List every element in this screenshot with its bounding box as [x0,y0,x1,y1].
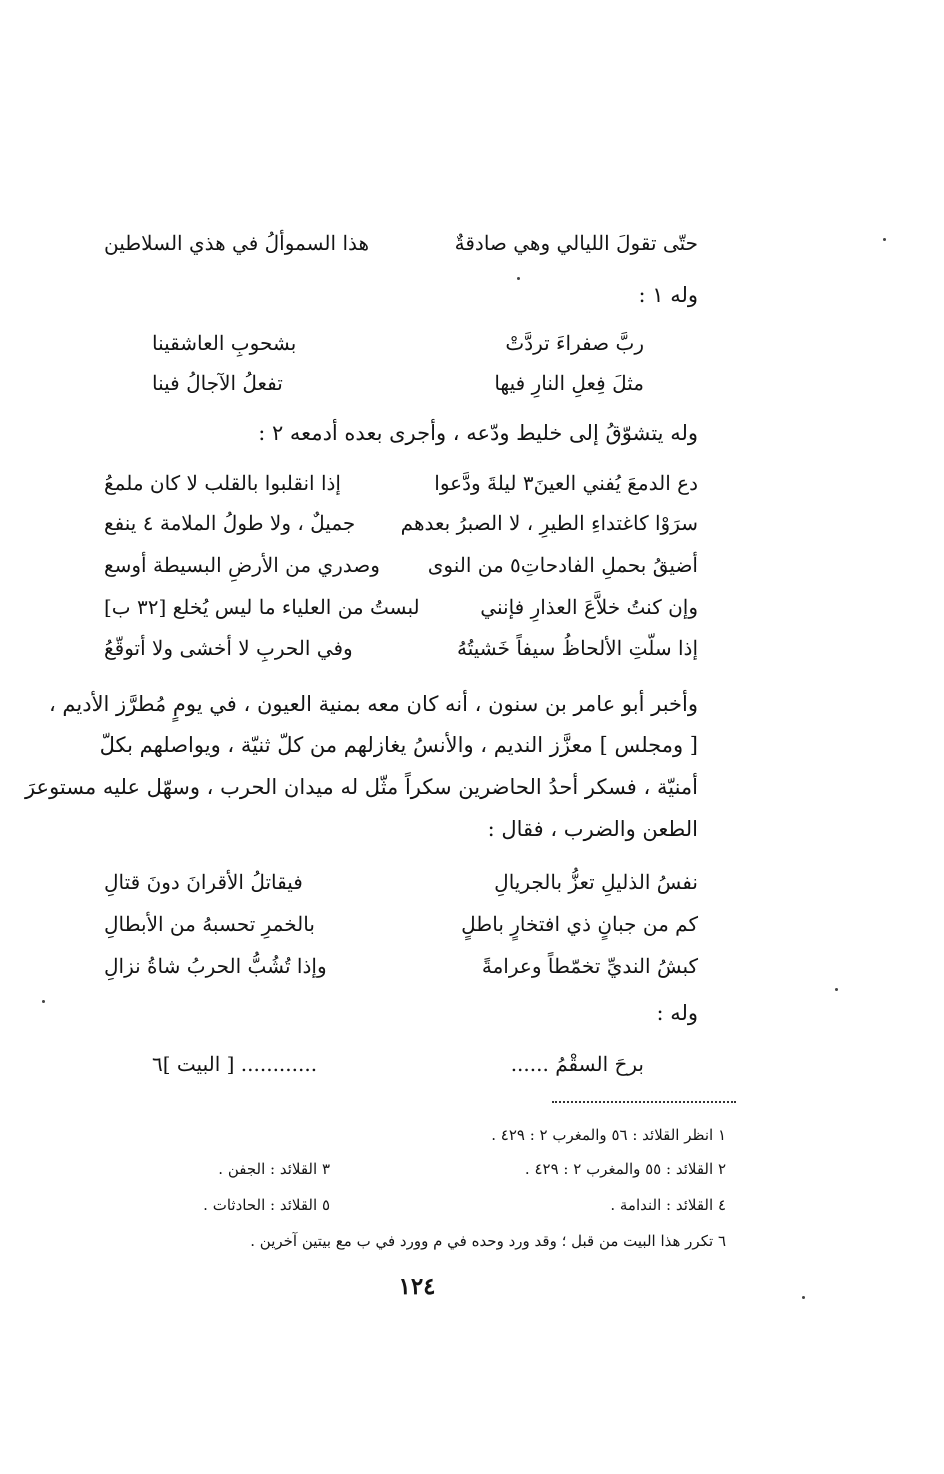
footnote-3: ٣ القلائد : الجفن . [218,1160,330,1178]
poem-3-line-2-left: بالخمرِ تحسبهُ من الأبطالِ [104,912,315,936]
paragraph-line-2: [ ومجلس ] معزَّز النديم ، والأنسُ يغازلهم من كلّ ثنيّة ، ويواصلهم بكلّ [99,733,698,757]
poem-2-line-1-left: إذا انقلبوا بالقلب لا كان ملمعُ [104,471,341,495]
poem-1-line-1-left: بشحوبِ العاشقينا [152,331,297,355]
scan-speck [883,238,886,241]
poem-2-line-3-left: وصدري من الأرضِ البسيطة أوسع [104,553,380,577]
poem-2-line-2-left: جميلٌ ، ولا طولُ الملامة ٤ ينفع [104,511,356,535]
footnote-2: ٢ القلائد : ٥٥ والمغرب ٢ : ٤٢٩ . [524,1160,726,1178]
page-number: ١٢٤ [398,1273,436,1300]
scan-speck [517,277,520,280]
footnote-divider [552,1101,736,1103]
section-4-intro: وله : [656,1001,698,1025]
scan-speck [42,1000,45,1003]
poem-2-line-2-right: سرَوْا كاغتداءِ الطيرِ ، لا الصبرُ بعدهم [400,511,698,535]
poem-1-line-2-right: مثلَ فِعلِ النارِ فيها [494,371,644,395]
poem-3-line-3-left: وإذا تُشُبُّ الحربُ شاةُ نزالِ [104,954,327,978]
footnote-1: ١ انظر القلائد : ٥٦ والمغرب ٢ : ٤٢٩ . [491,1126,726,1144]
poem-1-line-2-left: تفعلُ الآجالُ فينا [152,371,283,395]
poem-2-line-4-right: وإن كنتُ خلاَّعَ العذارِ فإنني [480,595,698,619]
paragraph-line-4: الطعن والضرب ، فقال : [487,817,698,841]
footnote-6: ٦ تكرر هذا البيت من قبل ؛ وقد ورد وحده في م وورد في ب مع بيتين آخرين . [250,1232,726,1250]
poem-3-line-3-right: كبشُ النديِّ تخمّطاً وعرامةً [481,954,698,978]
scan-speck [802,1296,805,1299]
paragraph-line-3: أمنيّة ، فسكر أحدُ الحاضرين سكراً مثّل له ميدان الحرب ، وسهّل عليه مستوعرَ [24,775,698,799]
opening-verse-second-hemistich: هذا السموألُ في هذي السلاطين [104,231,370,255]
poem-2-line-1-right: دع الدمعَ يُفني العينَ٣ ليلةَ ودَّعوا [434,471,698,495]
poem-3-line-2-right: كم من جبانٍ ذي افتخارٍ باطلٍ [461,912,698,936]
footnote-4: ٤ القلائد : الندامة . [610,1196,726,1214]
poem-3-line-1-right: نفسُ الذليلِ تعزُّ بالجريالِ [494,870,698,894]
scan-speck [835,988,838,991]
opening-verse-first-hemistich: حتّى تقولَ الليالي وهي صادقةٌ [454,231,698,255]
poem-4-right: برحَ السقْمُ ...... [510,1052,644,1076]
section-1-intro: وله ١ : [638,283,698,307]
poem-2-line-3-right: أضيقُ بحملِ الفادحاتِ٥ من النوى [427,553,698,577]
paragraph-line-1: وأخبر أبو عامر بن سنون ، أنه كان معه بمنية العيون ، في يومٍ مُطرَّز الأديم ، [48,692,698,716]
poem-4-left: ............ [ البيت ]٦ [152,1052,318,1076]
poem-2-line-4-left: لبستُ من العلياء ما ليس يُخلع [٣٢ ب] [104,595,420,619]
poem-2-line-5-left: وفي الحربِ لا أخشى ولا أتوقّعُ [104,636,353,660]
poem-3-line-1-left: فيقاتلُ الأقرانَ دونَ قتالِ [104,870,303,894]
section-2-intro: وله يتشوّقُ إلى خليط ودّعه ، وأجرى بعده أدمعه ٢ : [258,421,698,445]
poem-2-line-5-right: إذا سلّتِ الألحاظُ سيفاً خَشيتُهُ [456,636,698,660]
poem-1-line-1-right: ربَّ صفراءَ تردَّتْ [505,331,644,355]
footnote-5: ٥ القلائد : الحادثات . [203,1196,330,1214]
